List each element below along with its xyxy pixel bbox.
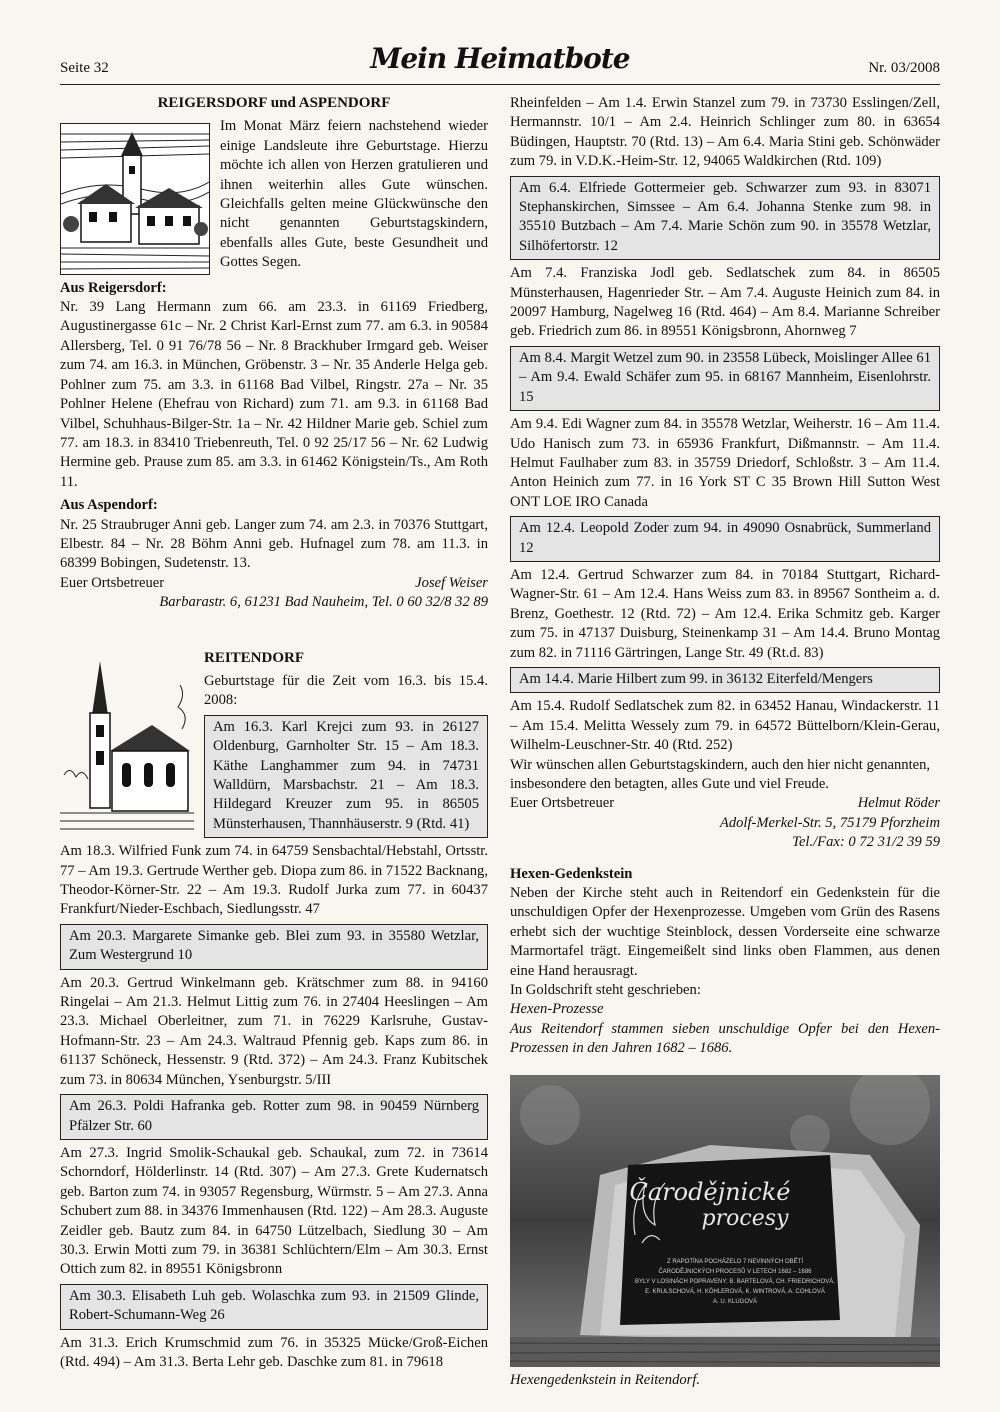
stone-text-line: BYLY V LOSINÁCH POPRAVENY: B. BARTELOVÁ, CH. FRIEDRICHOVÁ, (635, 1278, 835, 1285)
right-column (510, 94, 940, 1390)
stone-title-line2: procesy (701, 1205, 789, 1231)
intro-paragraph: Im Monat März feiern nachstehend wieder einige Landsleute ihre Geburtstage. Hierzu möchte ich allen von Herzen gratulieren und ihnen weiterhin alles Gute wünschen. Gleichfalls gelten meine Glückwünsche den nicht genannten Geburtstagskindern, ebenfalls alles Gute, beste Gesundheit und Gottes Segen. (220, 118, 488, 271)
birthday-paragraph: Am 9.4. Edi Wagner zum 84. in 35578 Wetzlar, Weiherstr. 16 – Am 11.4. Udo Hanisch zum 73. in 65936 Frankfurt, Dißmannstr. – Am 11.4. Helmut Faulhaber zum 83. in 35759 Driedorf, Schloßstr. 3 – Am 11.4. Anton Heinich zum 77. in 16 York ST C 35 Brown Hill Sutton West ONT LOE IRO Canada (510, 416, 940, 510)
hexen-paragraph: Neben der Kirche steht auch in Reitendorf ein Gedenkstein für die unschuldigen Opfer der Hexenprozesse. Umgeben vom Grün des Rasens erhebt sich der wuchtige Steinblock, dessen Vorderseite eine schwarze Marmortafel trägt. Eingemeißelt sind links oben Flammen, aus denen eine Hand herausragt. (510, 885, 940, 979)
birthday-paragraph: Am 27.3. Ingrid Smolik-Schaukal geb. Schaukal, zum 72. in 73614 Schorndorf, Hölderlinstr. 14 (Rtd. 307) – Am 27.3. Grete Kudernatsch geb. Barton zum 74. in 93057 Regensburg, Würmstr. 5 – Am 27.3. Anna Schubert zum 88. in 34376 Immenhausen (Rtd. 122) – Am 28.3. Auguste Zeidler geb. Bautz zum 84. in 64750 Lützelbach, Siedlung 30 – Am 30.3. Erwin Motti zum 79. in 36381 Schlüchtern/Elm – Am 30.3. Ernst Ottich zum 82. in 89551 Königsbronn (60, 1144, 488, 1278)
page-number: Seite 32 (60, 60, 109, 76)
memorial-stone-image (510, 1075, 940, 1367)
reitendorf-intro: Geburtstage für die Zeit vom 16.3. bis 15.4. 2008: (204, 672, 488, 709)
signature-line (60, 574, 488, 593)
highlight-box: Am 6.4. Elfriede Gottermeier geb. Schwarzer zum 93. in 83071 Stephanskirchen, Simssee – Am 6.4. Johanna Stenke zum 98. in 35510 Butzbach – Am 7.4. Marie Schön zum 90. in 35578 Wetzlar, Silhöfertorstr. 12 (510, 176, 940, 261)
church-image (60, 655, 194, 835)
masthead-title: Mein Heimatbote (370, 42, 630, 75)
highlight-box: Am 12.4. Leopold Zoder zum 94. in 49090 Osnabrück, Summerland 12 (510, 516, 940, 562)
signature-address: Barbarastr. 6, 61231 Bad Nauheim, Tel. 0 60 32/8 32 89 (159, 594, 488, 611)
birthday-paragraph: Am 12.4. Gertrud Schwarzer zum 84. in 70184 Stuttgart, Richard-Wagner-Str. 61 – Am 12.4. Hans Weiss zum 83. in 89567 Sontheim a. d. Brenz, Goethestr. 12 (Rtd. 72) – Am 12.4. Erika Schmitz geb. Karger zum 75. in 47137 Duisburg, Steinenkamp 31 – Am 14.4. Bruno Montag zum 82. in 71116 Gärtringen, Lange Str. 49 (Rt.d. 83) (510, 566, 940, 661)
photo-caption: Hexengedenkstein in Reitendorf. (510, 1371, 701, 1388)
wishes-paragraph: Wir wünschen allen Geburtstagskindern, auch den hier nicht genannten, insbesondere den betagten, alles Gute und viel Freude. (510, 756, 931, 792)
stone-text-line: E. KRULSCHOVÁ, H. KÖHLEROVÁ, K. WINTROVÁ, A. COHLOVÁ (645, 1288, 825, 1295)
stone-text-line: Z RAPOTÍNA POCHÁZELO 7 NEVINNÝCH OBĚTÍ (666, 1258, 804, 1265)
reigersdorf-list: Nr. 39 Lang Hermann zum 66. am 23.3. in 61169 Friedberg, Augustinergasse 61c – Nr. 2 Christ Karl-Ernst zum 77. am 6.3. in 90584 Allersberg, Tel. 0 91 76/78 56 – Nr. 8 Brackhuber Irmgard geb. Weiser zum 74. am 16.3. in München, Gröbenstr. 3 – Nr. 35 Anderle Helga geb. Pohlner zum 75. am 3.3. in 61168 Bad Vilbel, Ringstr. 27a – Nr. 35 Pohlner Helene (Ehefrau von Richard) zum 71. am 9.3. in 61168 Bad Vilbel, Schuhhaus-Bilger-Str. 1a – Nr. 42 Hildner Marie geb. Schiel zum 77. am 18.3. in 83410 Triebenreuth, Tel. 0 92 25/17 56 – Nr. 62 Ludwig Hermine geb. Prause zum 85. am 3.3. in 61462 Königstein/Ts., Am Roth 11. (60, 299, 488, 490)
signature-address: Adolf-Merkel-Str. 5, 75179 Pforzheim (719, 814, 940, 831)
birthday-paragraph: Am 31.3. Erich Krumschmid zum 76. in 35325 Mücke/Groß-Eichen (Rtd. 494) – Am 31.3. Berta Lehr geb. Daschke zum 81. in 79618 (60, 1334, 488, 1370)
hexen-gold-line: In Goldschrift steht geschrieben: (510, 982, 701, 999)
church-illustration (60, 655, 194, 835)
hexen-quote-title: Hexen-Prozesse (510, 1001, 604, 1018)
hexen-heading: Hexen-Gedenkstein (510, 865, 633, 882)
section-title-reitendorf: REITENDORF (204, 649, 305, 666)
birthday-paragraph: Am 15.4. Rudolf Sedlatschek zum 82. in 63452 Hanau, Windackerstr. 11 – Am 15.4. Melitta Wessely zum 79. in 64572 Büttelborn/Klein-Gerau, Wilhelm-Leuschner-Str. 40 (Rtd. 252) (510, 698, 940, 754)
birthday-paragraph: Am 20.3. Gertrud Winkelmann geb. Krätschmer zum 88. in 94160 Ringelai – Am 21.3. Helmut Littig zum 76. in 27404 Heeslingen – Am 23.3. Michael Oberleitner, zum 71. in 76229 Karlsruhe, Gustav-Hofmann-Str. 23 – Am 24.3. Waltraud Pfennig geb. Kaps zum 86. in 61137 Schöneck, Hessenstr. 9 (Rtd. 372) – Am 24.3. Franz Kubitschek zum 73. in 80634 München, Ysenburgstr. 5/III (60, 974, 488, 1088)
aspendorf-list: Nr. 25 Straubruger Anni geb. Langer zum 74. am 2.3. in 70376 Stuttgart, Elbestr. 84 – Nr. 28 Böhm Anni geb. Hufnagel zum 78. am 11.3. in 68399 Bobingen, Sudetenstr. 13. (60, 516, 488, 572)
issue-number: Nr. 03/2008 (868, 60, 940, 76)
stone-title-line1: Čarodějnické (629, 1177, 791, 1206)
signature-phone: Tel./Fax: 0 72 31/2 39 59 (792, 834, 940, 851)
signature-name: Helmut Röder (857, 795, 940, 812)
birthday-paragraph: Am 18.3. Wilfried Funk zum 74. in 64759 Sensbachtal/Hebstahl, Ortsstr. 77 – Am 19.3. Gertrude Werther geb. Diopa zum 86. in 71522 Backnang, Theodor-Körner-Str. 22 – Am 19.3. Rudolf Jurka zum 77. in 60437 Frankfurt/Nieder-Eschbach, Siedlungsstr. 47 (60, 843, 488, 918)
signature-label: Euer Ortsbetreuer (60, 574, 165, 591)
hexen-quote-text: Aus Reitendorf stammen sieben unschuldige Opfer bei den Hexen-Prozessen in den Jahren 1682 – 1686. (510, 1020, 940, 1057)
section-title-reigersdorf: REIGERSDORF und ASPENDORF (157, 95, 391, 111)
highlight-box: Am 16.3. Karl Krejci zum 93. in 26127 Oldenburg, Garnholter Str. 15 – Am 18.3. Käthe Langhammer zum 94. in 74731 Walldürn, Marsbachstr. 21 – Am 18.3. Hildegard Kreuzer zum 95. in 86505 Münsterhausen, Thannhäuserstr. 9 (Rtd. 41) (204, 715, 488, 838)
signature-name: Josef Weiser (415, 574, 488, 591)
village-church-image (61, 124, 209, 274)
left-column (60, 94, 488, 1372)
stone-text-line: A. U. KLUGOVÁ (712, 1298, 758, 1305)
header-rule (60, 84, 940, 85)
highlight-box: Am 26.3. Poldi Hafranka geb. Rotter zum 98. in 90459 Nürnberg Pfälzer Str. 60 (60, 1094, 488, 1140)
signature-line (510, 794, 940, 813)
signature-label: Euer Ortsbetreuer (510, 795, 615, 812)
stone-text-line: ČARODĚJNICKÝCH PROCESŮ V LETECH 1682 – 1686 (658, 1268, 812, 1275)
subheading-reigersdorf: Aus Reigersdorf: (60, 279, 167, 296)
village-illustration (60, 123, 210, 275)
highlight-box: Am 8.4. Margit Wetzel zum 90. in 23558 Lübeck, Moislinger Allee 61 – Am 9.4. Ewald Schäfer zum 95. in 68167 Mannheim, Eisenlohrstr. 15 (510, 346, 940, 411)
birthday-paragraph: Am 7.4. Franziska Jodl geb. Sedlatschek zum 84. in 86505 Münsterhausen, Hagenrieder Str. – Am 7.4. Auguste Heinich zum 84. in 20097 Hamburg, Nagelweg 16 (Rtd. 464) – Am 8.4. Marianne Schreiber geb. Friedrich zum 86. in 89551 Königsbronn, Ahornweg 7 (510, 265, 940, 340)
memorial-stone-photo (510, 1075, 940, 1367)
highlight-box: Am 30.3. Elisabeth Luh geb. Wolaschka zum 93. in 21509 Glinde, Robert-Schumann-Weg 26 (60, 1284, 488, 1330)
birthday-paragraph: Rheinfelden – Am 1.4. Erwin Stanzel zum 79. in 73730 Esslingen/Zell, Hermannstr. 10/1 – Am 2.4. Heinrich Schlinger zum 80. in 63654 Büdingen, Hauptstr. 70 (Rtd. 13) – Am 6.4. Maria Stini geb. Schönwäder zum 79. in V.D.K.-Heim-Str. 12, 94065 Waldkirchen (Rtd. 109) (510, 95, 940, 170)
subheading-aspendorf: Aus Aspendorf: (60, 497, 158, 514)
highlight-box: Am 14.4. Marie Hilbert zum 99. in 36132 Eiterfeld/Mengers (510, 667, 940, 693)
highlight-box: Am 20.3. Margarete Simanke geb. Blei zum 93. in 35580 Wetzlar, Zum Westergrund 10 (60, 924, 488, 970)
